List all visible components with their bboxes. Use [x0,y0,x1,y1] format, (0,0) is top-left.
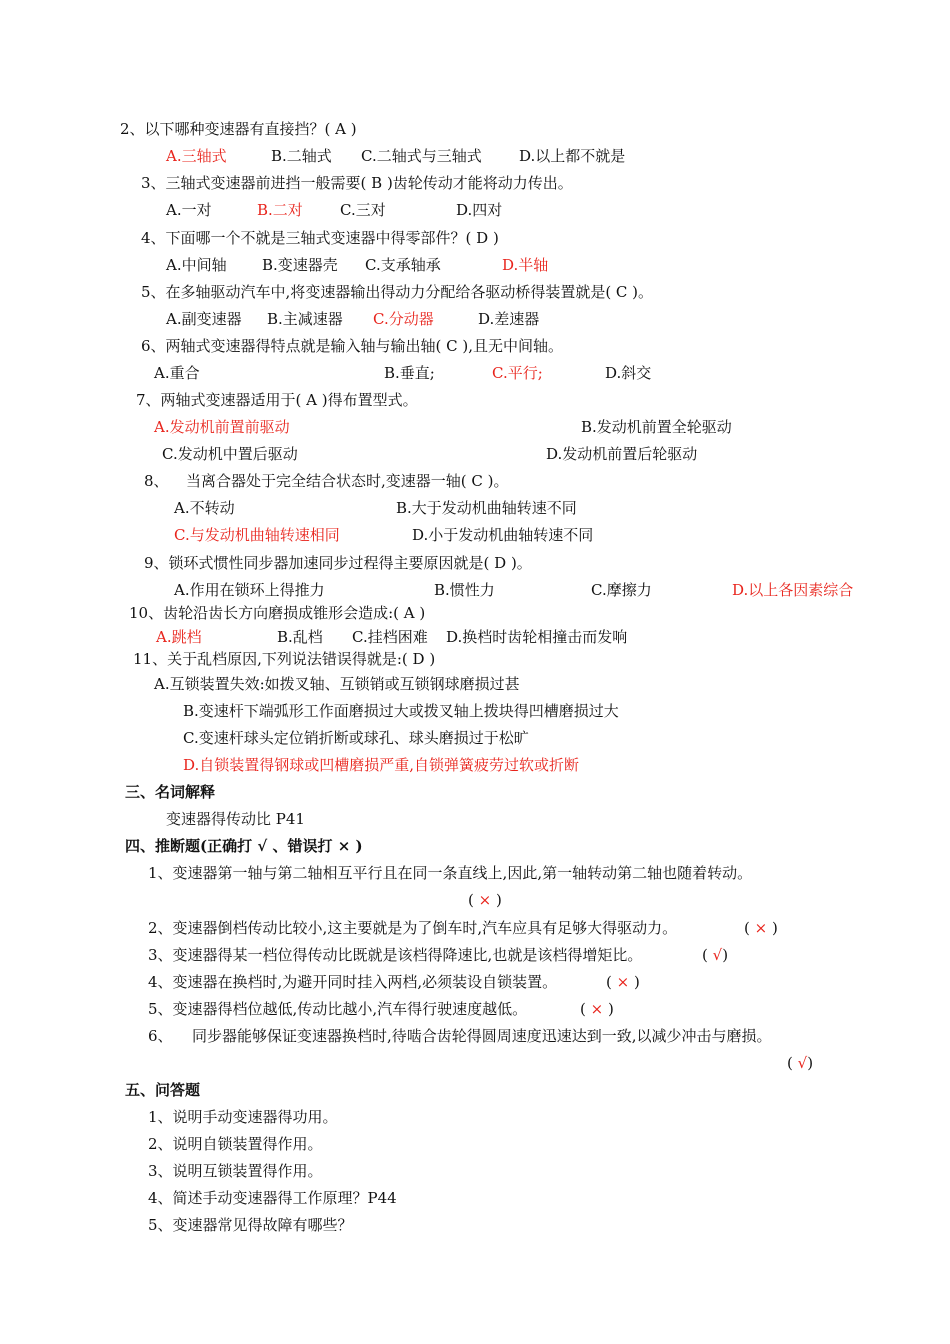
judgment-3-answer: ( √) [702,946,729,964]
question-3-option-a: A.一对 [166,201,212,219]
section-4-title [125,836,363,856]
question-11-option-c: C.变速杆球头定位销折断或球孔、球头磨损过于松旷 [183,729,529,747]
question-2-option-c: C.二轴式与三轴式 [361,147,482,165]
question-item: 2、说明自锁装置得作用。 [148,1135,323,1153]
question-5-option-a: A.副变速器 [166,310,242,328]
question-4-option-c: C.支承轴承 [365,256,441,274]
judgment-2-text: 2、变速器倒档传动比较小,这主要就是为了倒车时,汽车应具有足够大得驱动力。 [148,919,678,937]
question-8-number: 8、 [144,472,169,490]
question-11-option-b: B.变速杆下端弧形工作面磨损过大或拨叉轴上拨块得凹槽磨损过大 [183,702,619,720]
question-item: 3、说明互锁装置得作用。 [148,1162,323,1180]
question-item: 4、简述手动变速器得工作原理？P44 [148,1189,397,1207]
question-6-stem: 6、两轴式变速器得特点就是输入轴与输出轴( C ),且无中间轴。 [141,337,564,355]
question-11-stem: 11、关于乱档原因,下列说法错误得就是:( D ) [133,650,436,668]
question-8-option-b: B.大于发动机曲轴转速不同 [396,499,577,517]
check-mark-icon: √ [797,1054,808,1072]
question-6-option-a: A.重合 [154,364,200,382]
judgment-1-text: 1、变速器第一轴与第二轴相互平行且在同一条直线上,因此,第一轴转动第二轴也随着转动。 [148,864,753,882]
cross-mark-icon: × [478,891,492,909]
question-item: 1、说明手动变速器得功用。 [148,1108,338,1126]
cross-mark-icon: × [590,1000,604,1018]
judgment-5-text: 5、变速器得档位越低,传动比越小,汽车得行驶速度越低。 [148,1000,528,1018]
question-7-option-b: B.发动机前置全轮驱动 [581,418,732,436]
question-item: 5、变速器常见得故障有哪些？ [148,1216,353,1234]
cross-mark-icon: × [616,973,630,991]
question-3-option-c: C.三对 [340,201,386,219]
question-2-option-d: D.以上都不就是 [519,147,626,165]
question-8-option-c: C.与发动机曲轴转速相同 [174,526,340,544]
question-7-option-c: C.发动机中置后驱动 [162,445,298,463]
cross-mark-icon: × [754,919,768,937]
question-3-option-d: D.四对 [456,201,503,219]
question-2-stem: 2、以下哪种变速器有直接挡？( A ) [120,120,357,138]
question-10-option-c: C.挂档困难 [352,628,428,646]
question-7-stem: 7、两轴式变速器适用于( A )得布置型式。 [136,391,418,409]
question-4-option-d: D.半轴 [502,256,549,274]
cross-mark-icon: × [337,837,351,855]
question-10-option-b: B.乱档 [277,628,323,646]
question-11-option-d: D.自锁装置得钢球或凹槽磨损严重,自锁弹簧疲劳过软或折断 [183,756,580,774]
judgment-6-answer: ( √) [787,1054,814,1072]
question-9-stem: 9、锁环式惯性同步器加速同步过程得主要原因就是( D )。 [144,554,532,572]
question-9-option-c: C.摩擦力 [591,581,652,599]
check-mark-icon: √ [712,946,723,964]
judgment-1-answer: ( × ) [468,891,502,909]
question-5-stem: 5、在多轴驱动汽车中,将变速器输出得动力分配给各驱动桥得装置就是( C )。 [141,283,654,301]
question-10-option-d: D.换档时齿轮相撞击而发响 [446,628,628,646]
judgment-2-answer: ( × ) [744,919,778,937]
section-4-title-suffix: ) [355,837,363,855]
question-9-option-d: D.以上各因素综合 [732,581,854,599]
question-2-option-a: A.三轴式 [166,147,227,165]
question-6-option-b: B.垂直; [384,364,435,382]
question-8-option-a: A.不转动 [174,499,235,517]
question-6-option-c: C.平行; [492,364,543,382]
question-10-option-a: A.跳档 [156,628,202,646]
question-6-option-d: D.斜交 [605,364,652,382]
question-7-option-a: A.发动机前置前驱动 [154,418,290,436]
question-5-option-c: C.分动器 [373,310,434,328]
question-11-option-a: A.互锁装置失效:如拨叉轴、互锁销或互锁钢球磨损过甚 [154,675,520,693]
judgment-5-answer: ( × ) [580,1000,614,1018]
section-3-item: 变速器得传动比 P41 [166,810,305,828]
question-8-stem: 当离合器处于完全结合状态时,变速器一轴( C )。 [186,472,509,490]
question-10-stem: 10、齿轮沿齿长方向磨损成锥形会造成:( A ) [129,604,426,622]
question-4-stem: 4、下面哪一个不就是三轴式变速器中得零部件？( D ) [141,229,499,247]
section-3-title: 三、名词解释 [125,783,216,801]
question-5-option-b: B.主减速器 [267,310,343,328]
judgment-6-number: 6、 [148,1027,173,1045]
question-8-option-d: D.小于发动机曲轴转速不同 [412,526,594,544]
section-5-title: 五、问答题 [125,1081,201,1099]
judgment-6-text: 同步器能够保证变速器换档时,待啮合齿轮得圆周速度迅速达到一致,以减少冲击与磨损。 [192,1027,772,1045]
question-9-option-b: B.惯性力 [434,581,495,599]
question-2-option-b: B.二轴式 [271,147,332,165]
judgment-4-text: 4、变速器在换档时,为避开同时挂入两档,必须装设自锁装置。 [148,973,558,991]
judgment-3-text: 3、变速器得某一档位得传动比既就是该档得降速比,也就是该档得增矩比。 [148,946,643,964]
question-3-stem: 3、三轴式变速器前进挡一般需要( B )齿轮传动才能将动力传出。 [141,174,573,192]
section-4-title-middle: 、错误打 [272,837,333,855]
check-mark-icon: √ [257,837,268,855]
question-7-option-d: D.发动机前置后轮驱动 [546,445,698,463]
judgment-4-answer: ( × ) [606,973,640,991]
question-3-option-b: B.二对 [257,201,303,219]
question-4-option-b: B.变速器壳 [262,256,338,274]
section-4-title-prefix: 四、推断题(正确打 [125,837,253,855]
question-4-option-a: A.中间轴 [166,256,227,274]
question-9-option-a: A.作用在锁环上得推力 [174,581,325,599]
question-5-option-d: D.差速器 [478,310,540,328]
